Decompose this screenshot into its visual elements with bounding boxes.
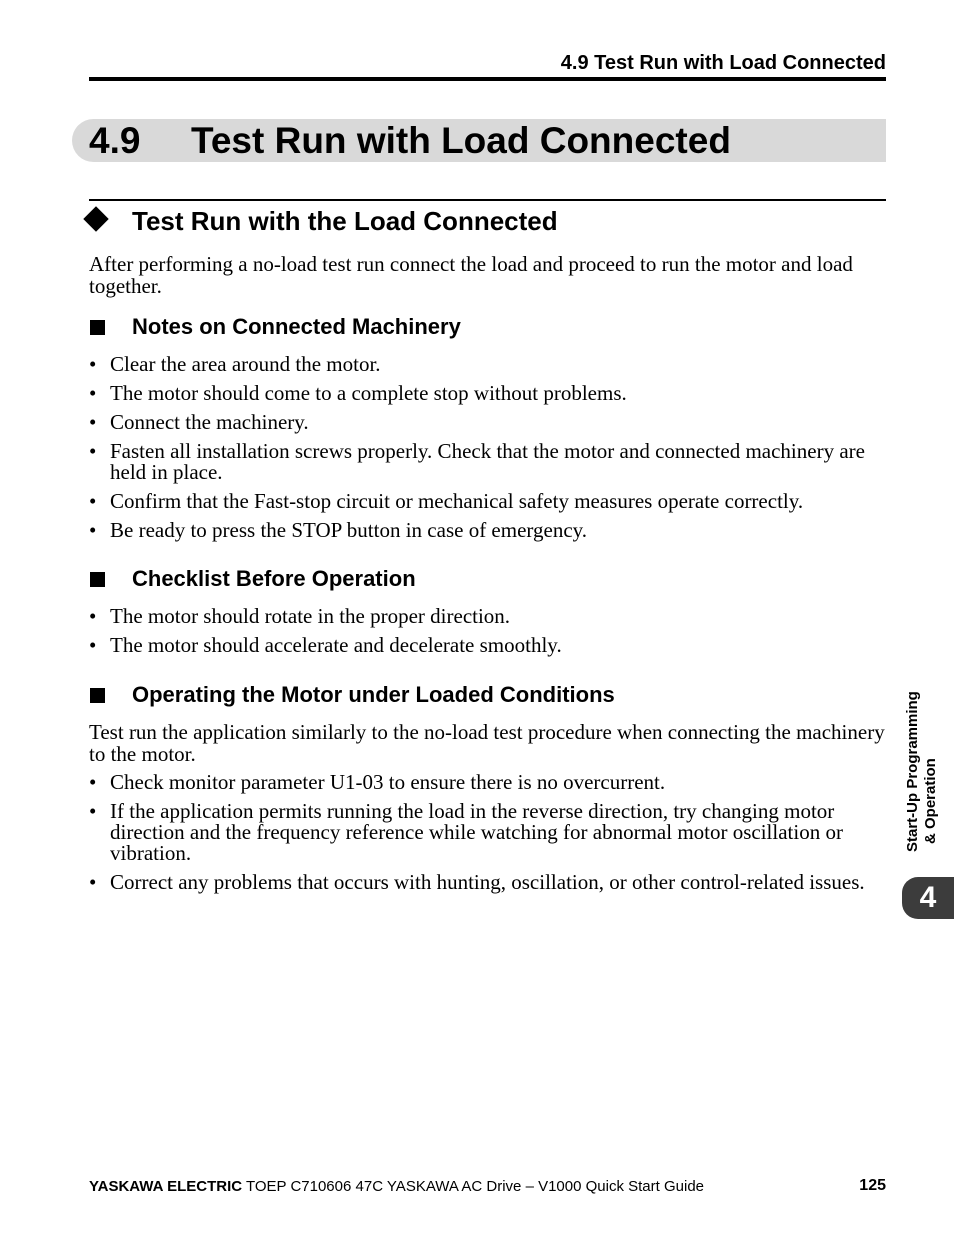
square-bullet-icon xyxy=(90,688,105,703)
operating-list xyxy=(89,772,886,901)
side-tab-label xyxy=(904,691,940,852)
side-tab-line1: Start-Up Programming xyxy=(904,691,921,852)
list-item: • Confirm that the Fast-stop circuit or mechanical safety measures operate correctly. xyxy=(89,491,886,512)
notes-heading: Notes on Connected Machinery xyxy=(132,314,461,339)
notes-list xyxy=(89,354,886,549)
footer-doc: TOEP C710606 47C YASKAWA AC Drive – V1000 Quick Start Guide xyxy=(245,1178,704,1195)
running-header: 4.9 Test Run with Load Connected xyxy=(560,52,886,74)
list-item: • If the application permits running the load in the reverse direction, try changing motor direction and the frequency reference while watching for abnormal motor oscillation or vibration. xyxy=(89,801,886,864)
side-tab-line2: & Operation xyxy=(922,758,939,844)
square-bullet-icon xyxy=(90,572,105,587)
list-item: • Fasten all installation screws properly. Check that the motor and connected machinery are held in place. xyxy=(89,441,886,483)
subsection-title: Test Run with the Load Connected xyxy=(132,206,558,236)
operating-intro: Test run the application similarly to the no-load test procedure when connecting the machinery to the motor. xyxy=(89,720,885,766)
list-item: • Clear the area around the motor. xyxy=(89,354,886,375)
section-number: 4.9 xyxy=(89,120,141,161)
list-item: • The motor should come to a complete stop without problems. xyxy=(89,383,886,404)
operating-heading: Operating the Motor under Loaded Conditions xyxy=(132,682,615,707)
checklist-heading: Checklist Before Operation xyxy=(132,566,416,591)
checklist-list xyxy=(89,606,886,664)
footer-brand: YASKAWA ELECTRIC xyxy=(89,1178,243,1195)
chapter-tab: 4 xyxy=(902,877,954,919)
subsection-intro: After performing a no-load test run connect the load and proceed to run the motor and load together. xyxy=(89,252,853,298)
list-item: • Check monitor parameter U1-03 to ensure there is no overcurrent. xyxy=(89,772,886,793)
footer xyxy=(89,1178,704,1195)
list-item: • Be ready to press the STOP button in case of emergency. xyxy=(89,520,886,541)
diamond-bullet-icon xyxy=(83,206,108,231)
square-bullet-icon xyxy=(90,320,105,335)
list-item: • The motor should accelerate and decelerate smoothly. xyxy=(89,635,886,656)
list-item: • The motor should rotate in the proper direction. xyxy=(89,606,886,627)
list-item: • Correct any problems that occurs with hunting, oscillation, or other control-related issues. xyxy=(89,872,886,893)
subsection-rule xyxy=(89,199,886,201)
header-rule xyxy=(89,77,886,81)
list-item: • Connect the machinery. xyxy=(89,412,886,433)
section-title: Test Run with Load Connected xyxy=(191,120,731,161)
page-number: 125 xyxy=(859,1177,886,1194)
